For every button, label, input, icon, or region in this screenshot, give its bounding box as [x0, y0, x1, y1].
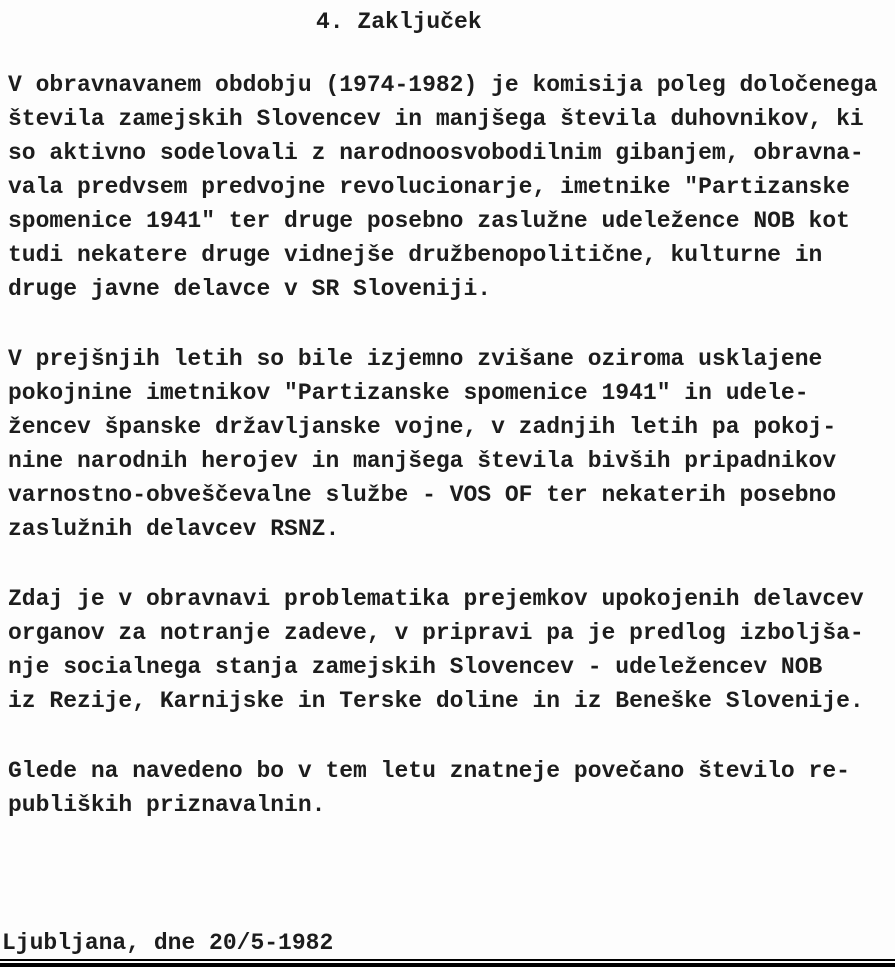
text-line: publiških priznavalnin.: [8, 792, 326, 818]
text-line: vala predvsem predvojne revolucionarje, imetnike "Partizanske: [8, 174, 850, 200]
text-line: žencev španske državljanske vojne, v zadnjih letih pa pokoj-: [8, 414, 837, 440]
text-line: organov za notranje zadeve, v pripravi pa je predlog izboljša-: [8, 620, 864, 646]
paragraph-1: [8, 68, 895, 306]
scan-edge-artifact: [0, 959, 895, 967]
scan-edge-rule: [0, 959, 895, 961]
text-line: so aktivno sodelovali z narodnoosvobodilnim gibanjem, obravna-: [8, 140, 864, 166]
text-line: varnostno-obveščevalne službe - VOS OF ter nekaterih posebno: [8, 482, 837, 508]
text-line: tudi nekatere druge vidnejše družbenopolitične, kulturne in: [8, 242, 823, 268]
text-line: Zdaj je v obravnavi problematika prejemkov upokojenih delavcev: [8, 586, 864, 612]
text-line: spomenice 1941" ter druge posebno zaslužne udeležence NOB kot: [8, 208, 850, 234]
scan-edge-bar: [0, 963, 895, 967]
section-title: 4. Zaključek: [316, 9, 482, 35]
text-line: nine narodnih herojev in manjšega števila bivših pripadnikov: [8, 448, 837, 474]
text-line: nje socialnega stanja zamejskih Slovencev - udeležencev NOB: [8, 654, 823, 680]
dateline: Ljubljana, dne 20/5-1982: [2, 930, 334, 956]
text-line: zaslužnih delavcev RSNZ.: [8, 516, 340, 542]
paragraph-3: [8, 582, 895, 718]
paragraph-2: [8, 342, 895, 546]
text-line: iz Rezije, Karnijske in Terske doline in iz Beneške Slovenije.: [8, 688, 864, 714]
text-line: druge javne delavce v SR Sloveniji.: [8, 276, 492, 302]
text-line: V obravnavanem obdobju (1974-1982) je komisija poleg določenega: [8, 72, 878, 98]
text-line: V prejšnjih letih so bile izjemno zvišane oziroma usklajene: [8, 346, 823, 372]
text-line: Glede na navedeno bo v tem letu znatneje povečano število re-: [8, 758, 850, 784]
text-line: števila zamejskih Slovencev in manjšega števila duhovnikov, ki: [8, 106, 864, 132]
document-body: [8, 68, 895, 822]
text-line: pokojnine imetnikov "Partizanske spomenice 1941" in udele-: [8, 380, 809, 406]
paragraph-4: [8, 754, 895, 822]
